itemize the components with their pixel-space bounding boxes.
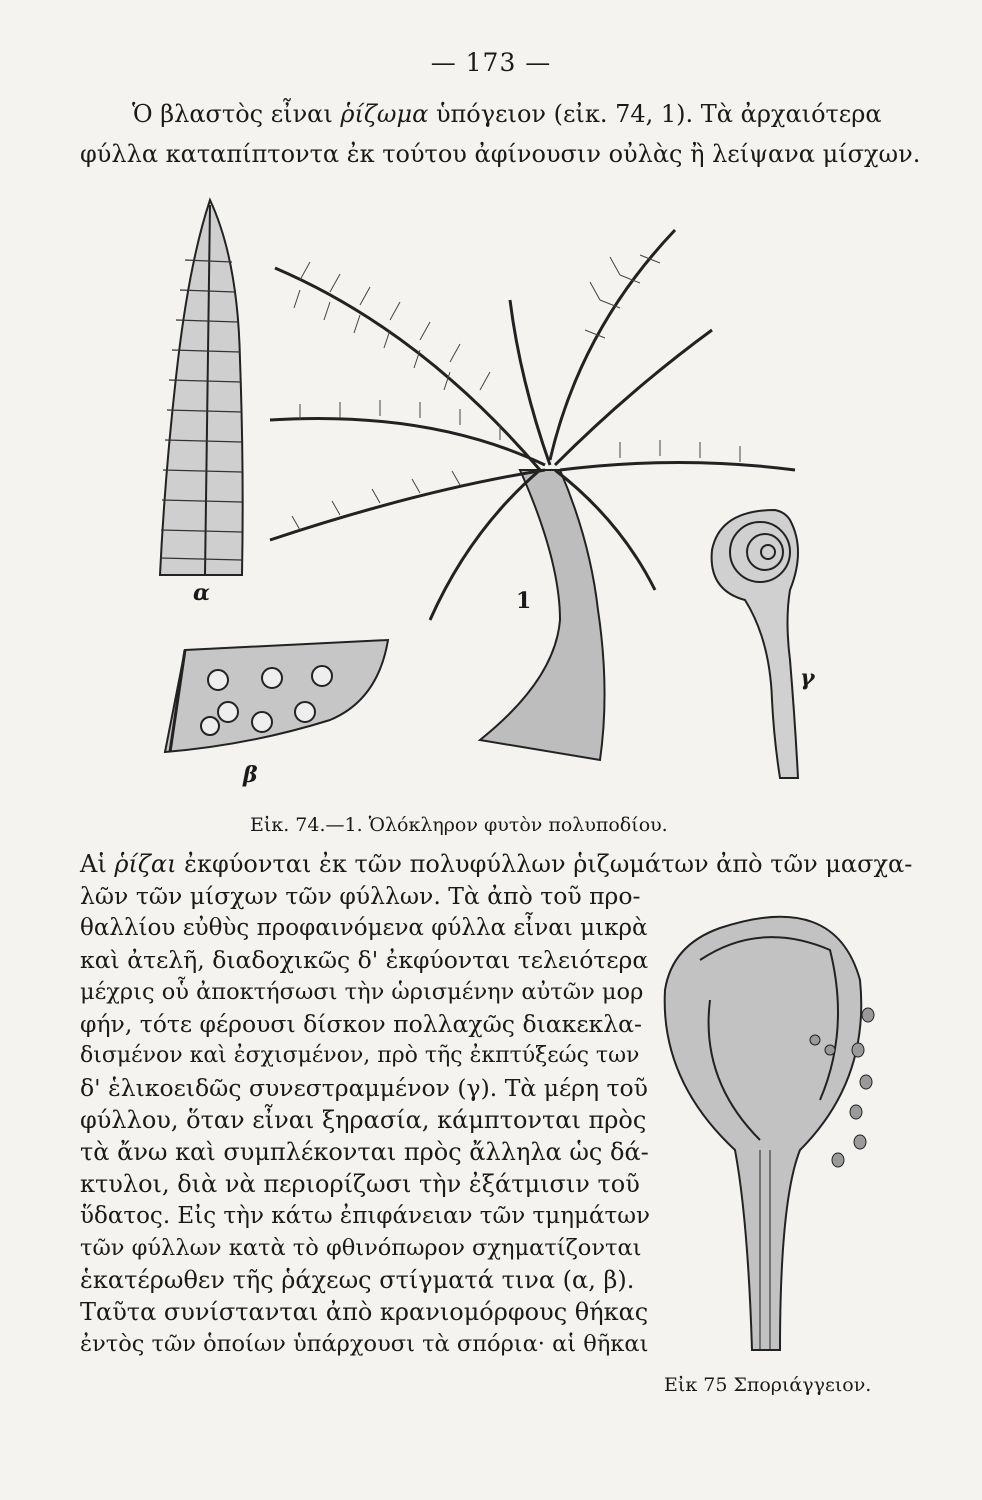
body-line-10: τὰ ἄνω καὶ συμπλέκονται πρὸς ἄλληλα ὡς δά- [80,1138,649,1166]
pinna-drawing [160,200,243,575]
body-line-11: κτυλοι, διὰ νὰ περιορίζωσι τὴν ἐξάτμισιν τοῦ [80,1170,640,1198]
intro-term-rhizome: ῥίζωμα [340,100,429,128]
body-line-3: θαλλίου εὐθὺς προφαινόμενα φύλλα εἶναι μικρὰ [80,915,648,941]
body-line-14: ἑκατέρωθεν τῆς ῥάχεως στίγματά τινα (α, β). [80,1266,635,1294]
body-line-13: τῶν φύλλων κατὰ τὸ φθινόπωρον σχηματίζονται [80,1235,642,1261]
body-line-12: ὕδατος. Εἰς τὴν κάτω ἐπιφάνειαν τῶν τμημάτων [80,1203,650,1229]
figure-label-g: γ [800,665,815,691]
figure-label-b: β [243,762,258,788]
body-line-4: καὶ ἀτελῆ, διαδοχικῶς δ' ἐκφύονται τελειότερα [80,946,649,974]
body-line-8: δ' ἑλικοειδῶς συνεστραμμένον (γ). Τὰ μέρη τοῦ [80,1074,648,1102]
figure-label-1: 1 [516,588,532,614]
body-line-5: μέχρις οὗ ἀποκτήσωσι τὴν ὡρισμένην αὐτῶν μορ [80,979,644,1005]
figure-label-a: α [193,580,210,606]
body-line-1 [80,850,912,878]
coiled-frond-drawing [712,510,798,778]
sporangium-drawing [665,917,874,1350]
body-line-7: δισμένον καὶ ἐσχισμένον, πρὸ τῆς ἐκπτύξεώς των [80,1043,640,1068]
body-line-9: φύλλου, ὅταν εἶναι ξηρασία, κάμπτονται πρὸς [80,1106,647,1134]
body-text-b: ἐκφύονται ἐκ τῶν πολυφύλλων ῥιζωμάτων ἀπὸ τῶν μασχα- [176,850,913,878]
body-line-6: φήν, τότε φέρουσι δίσκον πολλαχῶς διακεκλα- [80,1010,642,1038]
figure-75-caption: Εἰκ 75 Σποριάγγειον. [664,1374,872,1396]
body-line-15: Ταῦτα συνίστανται ἀπὸ κρανιομόρφους θήκας [80,1298,649,1326]
body-text-a: Αἱ [80,850,115,878]
intro-line-2: φύλλα καταπίπτοντα ἐκ τούτου ἀφίνουσιν οὐλὰς ἢ λείψανα μίσχων. [80,140,921,168]
figure-74-caption: Εἰκ. 74.—1. Ὁλόκληρον φυτὸν πολυποδίου. [250,814,668,836]
intro-text-b: ὑπόγειον (εἰκ. 74, 1). Τὰ ἀρχαιότερα [428,100,882,128]
body-line-16: ἐντὸς τῶν ὁποίων ὑπάρχουσι τὰ σπόρια· αἱ θῆκαι [80,1331,649,1357]
intro-text-a: Ὁ βλαστὸς εἶναι [132,100,341,128]
body-line-2: λῶν τῶν μίσχων τῶν φύλλων. Τὰ ἀπὸ τοῦ προ- [80,882,641,910]
page-number: — 173 — [430,48,552,77]
pinna-detail-drawing [165,640,388,752]
body-term-roots: ῥίζαι [114,850,177,878]
